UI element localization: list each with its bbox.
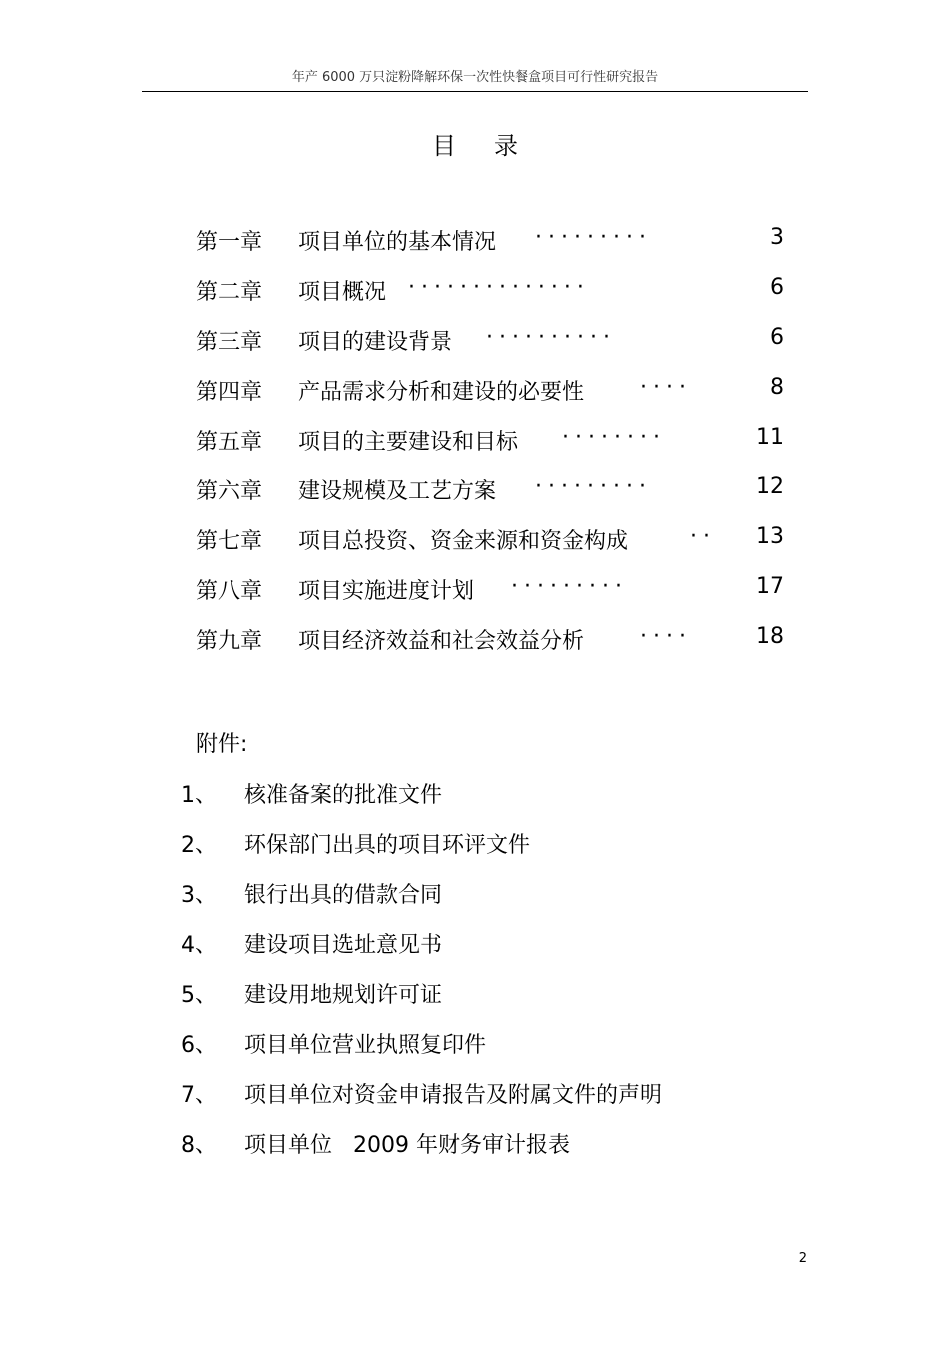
toc-leader-dots: ·············· bbox=[408, 274, 590, 300]
toc-page-number: 13 bbox=[756, 524, 784, 550]
toc-page-number: 6 bbox=[770, 324, 784, 350]
toc-chapter-label: 第七章 bbox=[196, 529, 263, 555]
toc-chapter-label: 第三章 bbox=[196, 329, 263, 355]
running-header: 年产 6000 万只淀粉降解环保一次性快餐盒项目可行性研究报告 bbox=[291, 70, 659, 85]
toc-entry[interactable] bbox=[0, 616, 950, 666]
toc-chapter-label: 第九章 bbox=[196, 629, 263, 655]
toc-leader-dots: ········· bbox=[535, 225, 652, 250]
toc-page-number: 8 bbox=[770, 374, 784, 400]
toc-chapter-title: 建设规模及工艺方案 bbox=[298, 479, 497, 505]
appendix-item-number: 5、 bbox=[181, 983, 217, 1008]
page-number: 2 bbox=[798, 1251, 807, 1266]
appendix-list bbox=[0, 774, 950, 1174]
appendix-item bbox=[0, 1074, 950, 1124]
toc-entry[interactable] bbox=[0, 367, 950, 417]
toc-page-number: 6 bbox=[770, 274, 784, 300]
appendix-item-number: 6、 bbox=[181, 1033, 217, 1058]
toc-entry[interactable] bbox=[0, 466, 950, 516]
appendix-heading: 附件: bbox=[196, 732, 248, 757]
appendix-item-text: 项目单位对资金申请报告及附属文件的声明 bbox=[244, 1083, 663, 1108]
toc-leader-dots: ········ bbox=[562, 424, 666, 450]
toc-leader-dots: ···· bbox=[640, 624, 692, 650]
toc-page-number: 11 bbox=[756, 424, 784, 450]
appendix-item-text: 建设项目选址意见书 bbox=[244, 933, 443, 958]
appendix-item-number: 3、 bbox=[181, 883, 217, 908]
appendix-item-number: 2、 bbox=[181, 833, 217, 858]
appendix-item bbox=[0, 974, 950, 1024]
appendix-item bbox=[0, 774, 950, 824]
toc-chapter-label: 第八章 bbox=[196, 579, 263, 605]
toc-leader-dots: ········· bbox=[511, 574, 628, 600]
appendix-item-text: 核准备案的批准文件 bbox=[244, 783, 443, 808]
appendix-item-number: 4、 bbox=[181, 933, 217, 958]
toc-page-number: 17 bbox=[756, 574, 784, 600]
appendix-item-number: 1、 bbox=[181, 783, 217, 808]
toc-leader-dots: ·· bbox=[690, 524, 716, 550]
appendix-item bbox=[0, 1124, 950, 1174]
toc-page-number: 18 bbox=[756, 624, 784, 650]
appendix-item-number: 8、 bbox=[181, 1133, 217, 1158]
toc-entry[interactable] bbox=[0, 267, 950, 317]
toc-chapter-title: 项目概况 bbox=[298, 279, 387, 305]
toc-chapter-title: 项目单位的基本情况 bbox=[298, 230, 497, 255]
toc-entry[interactable] bbox=[0, 217, 950, 267]
toc-leader-dots: ········· bbox=[535, 474, 652, 500]
appendix-item-text: 项目单位 2009 年财务审计报表 bbox=[244, 1133, 570, 1158]
toc-chapter-title: 项目实施进度计划 bbox=[298, 579, 475, 605]
toc-chapter-label: 第六章 bbox=[196, 479, 263, 505]
appendix-item bbox=[0, 1024, 950, 1074]
toc-chapter-title: 项目经济效益和社会效益分析 bbox=[298, 629, 585, 655]
toc-leader-dots: ···· bbox=[640, 374, 692, 400]
toc-leader-dots: ·········· bbox=[486, 324, 616, 350]
toc-entry[interactable] bbox=[0, 417, 950, 467]
appendix-item-number: 7、 bbox=[181, 1083, 217, 1108]
toc-chapter-label: 第五章 bbox=[196, 429, 263, 455]
appendix-item bbox=[0, 824, 950, 874]
toc-entry[interactable] bbox=[0, 566, 950, 616]
appendix-item-text: 建设用地规划许可证 bbox=[244, 983, 443, 1008]
toc-page-number: 12 bbox=[756, 474, 784, 500]
appendix-item-text: 项目单位营业执照复印件 bbox=[244, 1033, 487, 1058]
table-of-contents bbox=[0, 217, 950, 666]
toc-page-number: 3 bbox=[770, 225, 784, 250]
toc-entry[interactable] bbox=[0, 516, 950, 566]
appendix-item-text: 银行出具的借款合同 bbox=[244, 883, 443, 908]
appendix-item bbox=[0, 874, 950, 924]
toc-chapter-title: 项目的建设背景 bbox=[298, 329, 453, 355]
toc-chapter-label: 第四章 bbox=[196, 379, 263, 405]
toc-chapter-label: 第二章 bbox=[196, 279, 263, 305]
toc-entry[interactable] bbox=[0, 317, 950, 367]
appendix-item-text: 环保部门出具的项目环评文件 bbox=[244, 833, 531, 858]
header-divider bbox=[142, 91, 808, 92]
toc-chapter-title: 项目总投资、资金来源和资金构成 bbox=[298, 529, 629, 555]
toc-chapter-label: 第一章 bbox=[196, 230, 263, 255]
appendix-item bbox=[0, 924, 950, 974]
toc-chapter-title: 产品需求分析和建设的必要性 bbox=[298, 379, 585, 405]
toc-chapter-title: 项目的主要建设和目标 bbox=[298, 429, 519, 455]
toc-title: 目录 bbox=[432, 132, 556, 160]
